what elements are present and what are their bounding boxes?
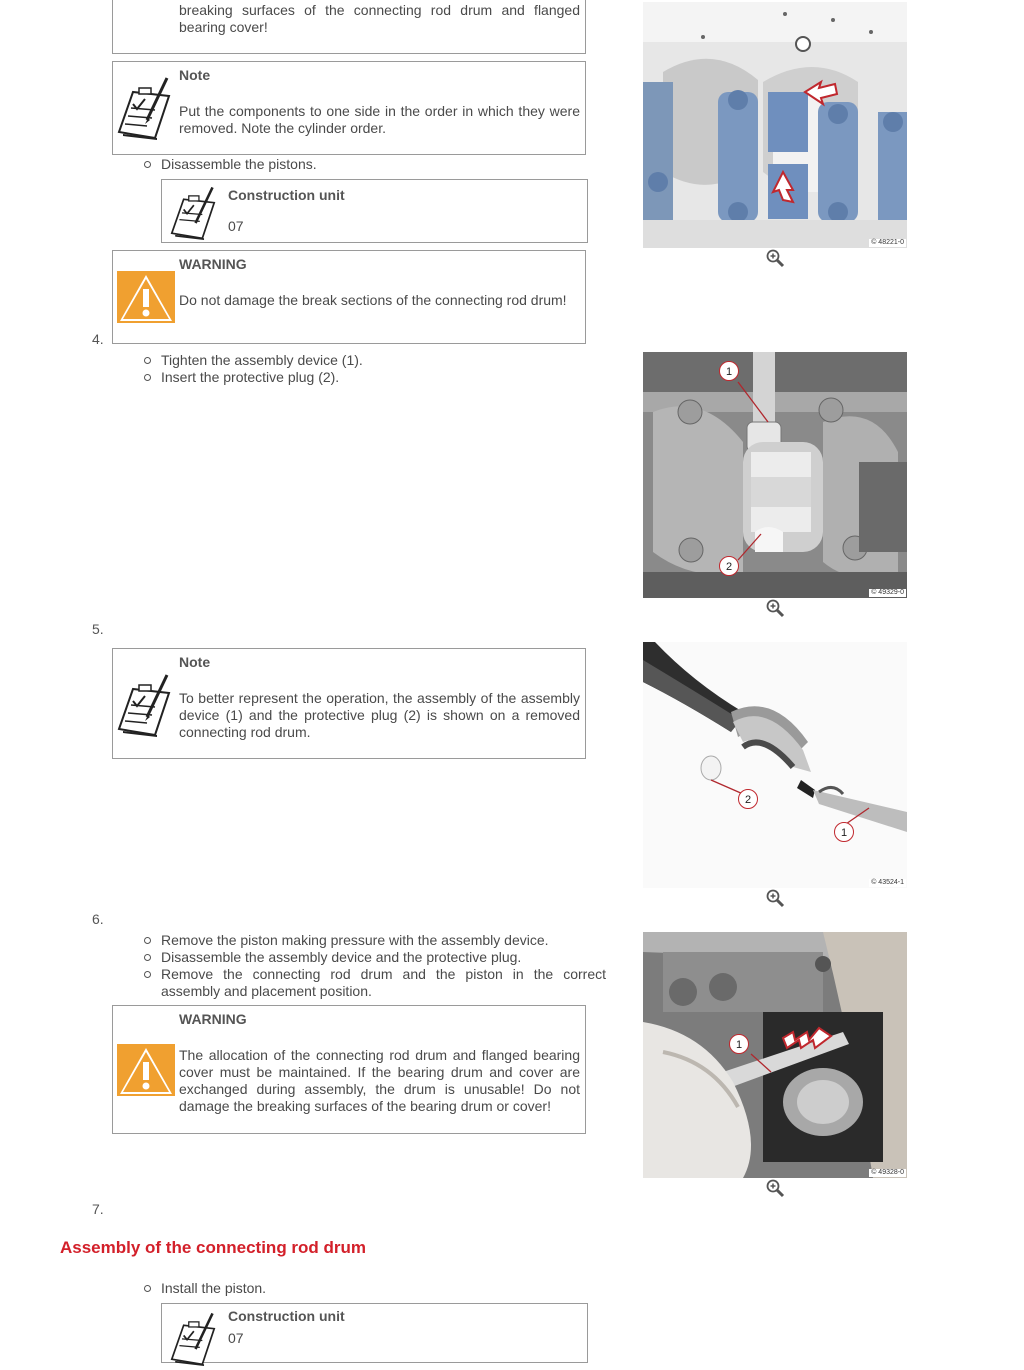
- step-4-list: [143, 352, 583, 386]
- list-item: Tighten the assembly device (1).: [143, 352, 583, 369]
- warning-box-allocation: [112, 1005, 586, 1134]
- list-item: Remove the connecting rod drum and the piston in the correct assembly and placement position.: [143, 966, 606, 1000]
- warning-title: WARNING: [179, 256, 247, 272]
- clipboard-pencil-icon: [117, 671, 171, 741]
- figure-removed-rod-drum: [643, 642, 907, 888]
- construction-unit-box: [161, 179, 588, 243]
- step-number-4: 4.: [92, 331, 104, 347]
- step-number-7: 7.: [92, 1201, 104, 1217]
- warning-box-break: [112, 250, 586, 344]
- step-number-6: 6.: [92, 911, 104, 927]
- note-title: Note: [179, 654, 211, 670]
- figure-crankshaft-bearing: [643, 2, 907, 248]
- section-heading: Assembly of the connecting rod drum: [60, 1238, 367, 1257]
- construction-unit-title: Construction unit: [228, 1308, 345, 1324]
- note-title: Note: [179, 67, 211, 83]
- callout-1: 1: [719, 361, 739, 381]
- warning-triangle-icon: [117, 271, 175, 327]
- warning-triangle-icon: [117, 1044, 175, 1100]
- figure-remove-piston: [643, 932, 907, 1178]
- warning-text: breaking surfaces of the connecting rod drum and flanged bearing cover!: [179, 2, 580, 35]
- note-box-represent: [112, 648, 586, 759]
- clipboard-pencil-icon: [166, 184, 220, 244]
- warning-text: The allocation of the connecting rod drum and flanged bearing cover must be maintained. If the bearing drum and cover are exchanged during assembly, the drum is unusable! Do not damage the breaking surfaces of the bearing drum or cover!: [179, 1047, 580, 1114]
- list-item: Insert the protective plug (2).: [143, 369, 583, 386]
- zoom-in-icon[interactable]: [765, 598, 785, 618]
- zoom-in-icon[interactable]: [765, 1178, 785, 1198]
- warning-text: Do not damage the break sections of the connecting rod drum!: [179, 292, 567, 308]
- figure-id: © 43524-1: [871, 879, 904, 886]
- clipboard-pencil-icon: [166, 1310, 220, 1370]
- note-box-order: [112, 61, 586, 155]
- zoom-in-icon[interactable]: [765, 248, 785, 268]
- figure-id: © 49329-0: [871, 589, 904, 596]
- bullet-list-install: [143, 1280, 583, 1297]
- zoom-in-icon[interactable]: [765, 888, 785, 908]
- warning-box-top: [112, 0, 586, 54]
- warning-title: WARNING: [179, 1011, 247, 1027]
- figure-assembly-device: [643, 352, 907, 598]
- figure-id: © 48221-0: [871, 239, 904, 246]
- construction-unit-value: 07: [228, 1330, 244, 1346]
- list-item: Remove the piston making pressure with the assembly device.: [143, 932, 606, 949]
- note-text: To better represent the operation, the assembly of the assembly device (1) and the protective plug (2) is shown on a removed connecting rod drum.: [179, 690, 580, 740]
- bullet-list-pistons: [143, 156, 583, 173]
- construction-unit-value: 07: [228, 218, 244, 234]
- callout-1: 1: [834, 822, 854, 842]
- list-item: Disassemble the pistons.: [143, 156, 583, 173]
- construction-unit-title: Construction unit: [228, 187, 345, 203]
- clipboard-pencil-icon: [117, 74, 171, 144]
- list-item: Disassemble the assembly device and the protective plug.: [143, 949, 606, 966]
- callout-2: 2: [719, 556, 739, 576]
- list-item: Install the piston.: [143, 1280, 583, 1297]
- step-6-list: [143, 932, 606, 1000]
- construction-unit-box: [161, 1303, 588, 1363]
- step-number-5: 5.: [92, 621, 104, 637]
- note-text: Put the components to one side in the order in which they were removed. Note the cylinder order.: [179, 103, 580, 136]
- callout-1: 1: [729, 1034, 749, 1054]
- callout-2: 2: [738, 789, 758, 809]
- figure-id: © 49328-0: [871, 1169, 904, 1176]
